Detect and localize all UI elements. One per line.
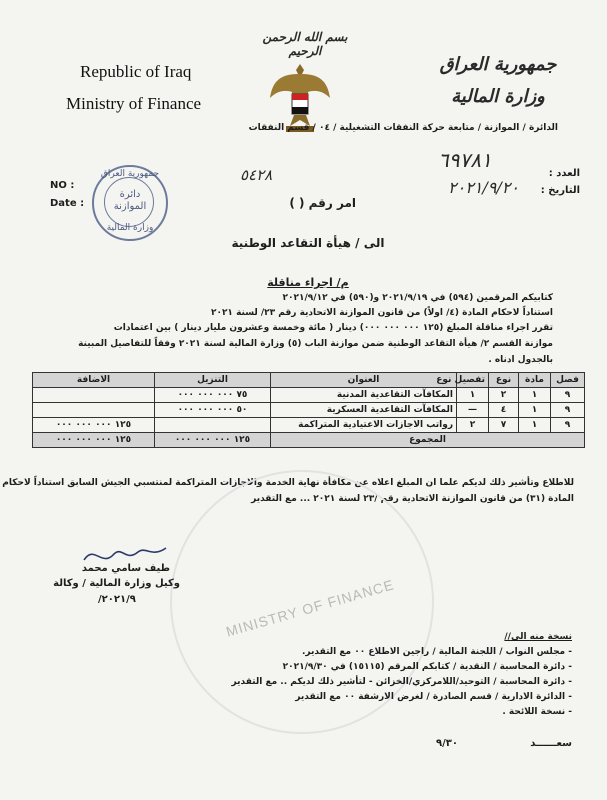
department-stamp [92, 165, 168, 241]
body-line-1: كتابيكم المرقمين (٥٩٤) في ٢٠٢١/٩/١٩ و(٥٩٠) في ٢٠٢١/٩/١٢ [282, 293, 553, 303]
after-line-1: للاطلاع وتأشير ذلك لديكم علما ان المبلغ اعلاه عن مكافأة نهاية الخدمة والاجازات المتراكمة لمنتسبي الجيش السابق استناداً لاحكام [2, 478, 574, 488]
cell-chapter: ٩ [551, 418, 585, 433]
copy-item: - مجلس النواب / اللجنة المالية / راجين الاطلاع ٠٠ مع التقدير. [302, 647, 572, 657]
recipient: الى / هيأة التقاعد الوطنية [231, 236, 385, 250]
number-label-ar: العدد : [548, 168, 580, 179]
stamp-middle-text: دائرة الموازنة [113, 189, 147, 212]
cell-type: ٤ [489, 403, 519, 418]
cell-article: ١ [519, 403, 551, 418]
basmala: بسم الله الرحمن الرحيم [262, 30, 348, 58]
copy-item: - الدائرة الادارية / قسم الصادرة / لغرض الارشفة ٠٠ مع التقدير [295, 692, 572, 702]
subject: م/ اجراء مناقلة [267, 276, 349, 289]
copies-heading: نسخة منه الى// [504, 632, 572, 642]
copy-item: - دائرة المحاسبة / النقدية / كتابكم المرقم (١٥١١٥) في ٢٠٢١/٩/٣٠ [282, 662, 572, 672]
col-header-addition: الاضافة [33, 373, 155, 388]
signatory-title: وكيل وزارة المالية / وكالة [53, 578, 180, 589]
body-line-2: استناداً لاحكام المادة (٤/ اولاً) من قانون الموازنة الاتحادية رقم ٢٣/ لسنة ٢٠٢١ [210, 308, 553, 318]
copy-item: - نسخة اللائحة . [502, 707, 572, 717]
col-header-type-detail: تفصيل نوع [457, 373, 489, 388]
cell-reduction: ٥٠ ٠٠٠ ٠٠٠ ٠٠٠ [155, 403, 271, 418]
cell-chapter: ٩ [551, 403, 585, 418]
cell-type: ٢ [489, 388, 519, 403]
cell-type-detail: — [457, 403, 489, 418]
no-label: NO : [50, 180, 75, 191]
letterhead-ar-ministry: وزارة المالية [451, 86, 545, 107]
cell-reduction [155, 418, 271, 433]
col-header-article: مادة [519, 373, 551, 388]
cell-addition [33, 388, 155, 403]
cell-article: ١ [519, 418, 551, 433]
cell-title: المكافآت التقاعدية المدنية [271, 388, 457, 403]
transfer-table [32, 372, 585, 448]
cell-title: رواتب الاجازات الاعتيادية المتراكمة [271, 418, 457, 433]
body-line-5: بالجدول ادناه . [488, 355, 553, 365]
total-reduction: ١٢٥ ٠٠٠ ٠٠٠ ٠٠٠ [155, 433, 271, 448]
col-header-type: نوع [489, 373, 519, 388]
table-row [33, 403, 585, 418]
col-header-title: العنوان [271, 373, 457, 388]
cell-addition [33, 403, 155, 418]
cell-addition: ١٢٥ ٠٠٠ ٠٠٠ ٠٠٠ [33, 418, 155, 433]
order-label: امر رقم ( ) [289, 196, 356, 210]
date-value: ٢٠٢١/٩/٢٠ [448, 178, 519, 197]
stamp-outer-text: جمهورية العراق [100, 169, 160, 179]
body-line-3: تقرر اجراء مناقلة المبلغ (١٢٥ ٠٠٠ ٠٠٠ ٠٠٠) دينار ( مائة وخمسة وعشرون مليار دينار ) بين اعتمادات [113, 323, 553, 333]
cell-type-detail: ٢ [457, 418, 489, 433]
table-row [33, 388, 585, 403]
number-value: ٦٩٧٨١ [438, 148, 492, 172]
footer-initial: سعــــــد [530, 738, 572, 749]
col-header-chapter: فصل [551, 373, 585, 388]
total-addition: ١٢٥ ٠٠٠ ٠٠٠ ٠٠٠ [33, 433, 155, 448]
letterhead-en-country: Republic of Iraq [80, 62, 192, 81]
cell-reduction: ٧٥ ٠٠٠ ٠٠٠ ٠٠٠ [155, 388, 271, 403]
table-total-row [33, 433, 585, 448]
cell-chapter: ٩ [551, 388, 585, 403]
cell-article: ١ [519, 388, 551, 403]
footer-date: ٩/٣٠ [436, 738, 458, 749]
cell-title: المكافآت التقاعدية العسكرية [271, 403, 457, 418]
date-label-ar: التاريخ : [540, 185, 580, 196]
date-label: Date : [50, 198, 85, 209]
cell-type: ٧ [489, 418, 519, 433]
letterhead-en-ministry: Ministry of Finance [66, 94, 202, 113]
body-line-4: موازنة القسم ٢/ هيأة التقاعد الوطنية ضمن موازنة الباب (٥) وزارة المالية لسنة ٢٠٢١ وفقاً للتفاصيل المبينة [78, 339, 553, 349]
copy-item: - دائرة المحاسبة / التوحيد/اللامركزي/الخزائن - لتأشير ذلك لديكم .. مع التقدير [231, 677, 572, 687]
total-label: المجموع [271, 433, 585, 448]
after-line-2: المادة (٣١) من قانون الموازنة الاتحادية رقم /٢٣ لسنة ٢٠٢١ ... مع التقدير [251, 494, 574, 504]
cell-type-detail: ١ [457, 388, 489, 403]
signatory-name: طيف سامي محمد [81, 563, 170, 574]
stamp-bottom-text: وزارة المالية [106, 223, 154, 233]
table-row [33, 418, 585, 433]
col-header-reduction: التنزيل [155, 373, 271, 388]
order-number: ٥٤٢٨ [240, 166, 273, 184]
letterhead-ar-republic: جمهورية العراق [439, 54, 557, 75]
department-line: الدائرة / الموازنة / متابعة حركة النفقات التشغيلية / ٠٤ / قسم النفقات [248, 123, 558, 133]
watermark-text: MINISTRY OF FINANCE [224, 576, 396, 640]
table-header-row [33, 373, 585, 388]
signature-date: ٢٠٢١/٩/ [98, 594, 136, 605]
